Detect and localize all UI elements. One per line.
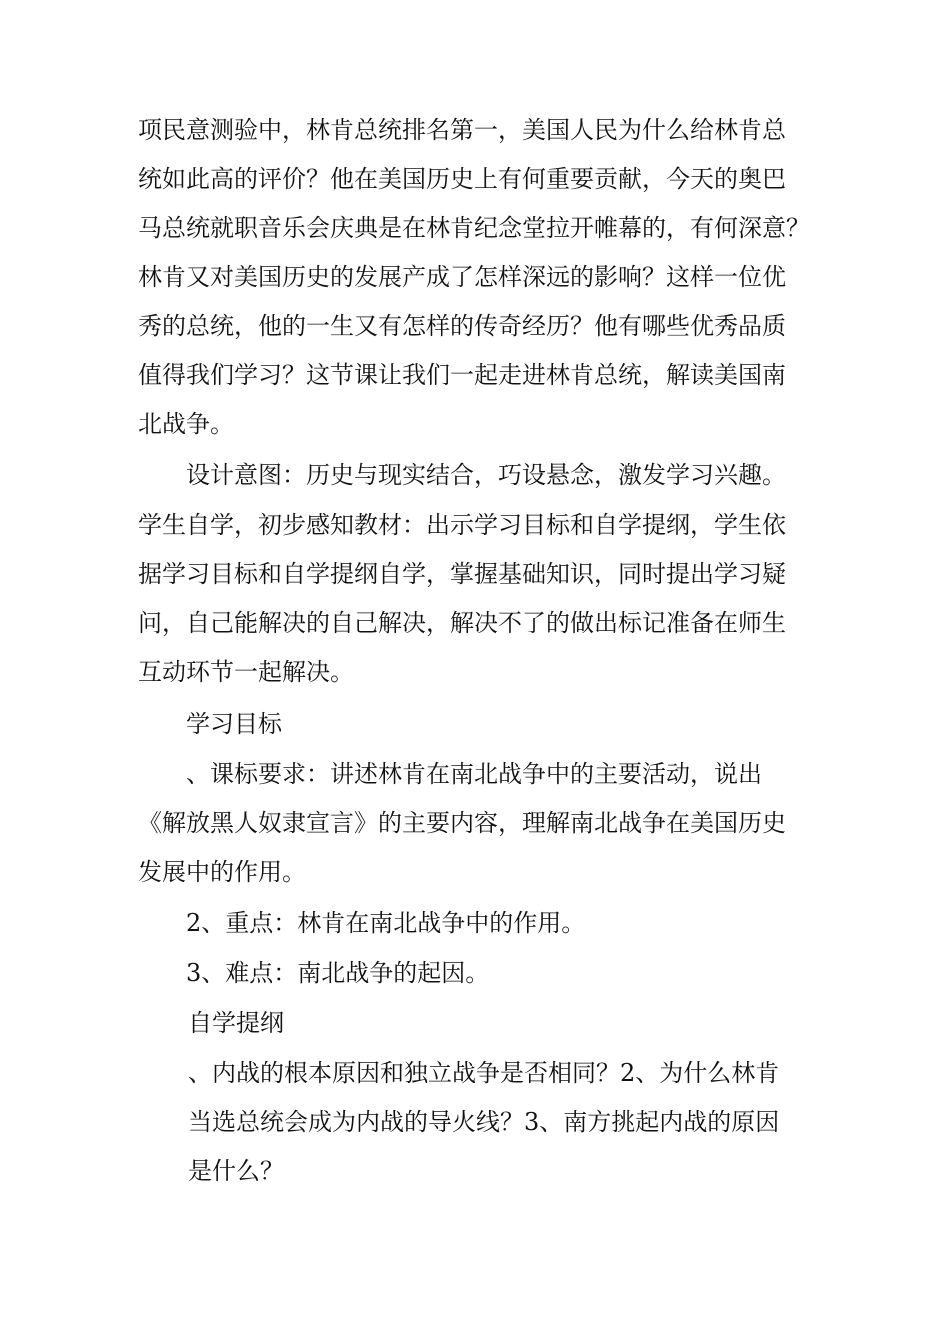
outline-heading: 自学提纲 [188, 1009, 284, 1037]
text-line: 值得我们学习？这节课让我们一起走进林肯总统，解读美国南 [138, 361, 786, 389]
text-line: 项民意测验中，林肯总统排名第一，美国人民为什么给林肯总 [138, 116, 786, 144]
text-line: 学生自学，初步感知教材：出示学习目标和自学提纲，学生依 [138, 511, 786, 539]
design-intent: 设计意图：历史与现实结合，巧设悬念，激发学习兴趣。 [186, 461, 786, 489]
outline-item: 、内战的根本原因和独立战争是否相同？2、为什么林肯 [188, 1059, 780, 1087]
goal-item: 2、重点：林肯在南北战争中的作用。 [186, 909, 586, 937]
text-line: 互动环节一起解决。 [138, 658, 354, 686]
goal-item: 、课标要求：讲述林肯在南北战争中的主要活动，说出 [186, 760, 762, 788]
text-line: 发展中的作用。 [138, 858, 306, 886]
text-line: 《解放黑人奴隶宣言》的主要内容，理解南北战争在美国历史 [138, 809, 786, 837]
goals-heading: 学习目标 [186, 710, 282, 738]
text-line: 秀的总统，他的一生又有怎样的传奇经历？他有哪些优秀品质 [138, 312, 786, 340]
text-line: 北战争。 [138, 410, 234, 438]
text-line: 问，自己能解决的自己解决，解决不了的做出标记准备在师生 [138, 609, 786, 637]
text-line: 林肯又对美国历史的发展产成了怎样深远的影响？这样一位优 [138, 263, 786, 291]
outline-item: 当选总统会成为内战的导火线？3、南方挑起内战的原因 [188, 1108, 780, 1136]
text-line: 马总统就职音乐会庆典是在林肯纪念堂拉开帷幕的，有何深意？ [138, 214, 810, 242]
text-line: 据学习目标和自学提纲自学，掌握基础知识，同时提出学习疑 [138, 560, 786, 588]
outline-item: 是什么？ [188, 1157, 284, 1185]
text-line: 统如此高的评价？他在美国历史上有何重要贡献，今天的奥巴 [138, 165, 786, 193]
goal-item: 3、难点：南北战争的起因。 [186, 959, 490, 987]
